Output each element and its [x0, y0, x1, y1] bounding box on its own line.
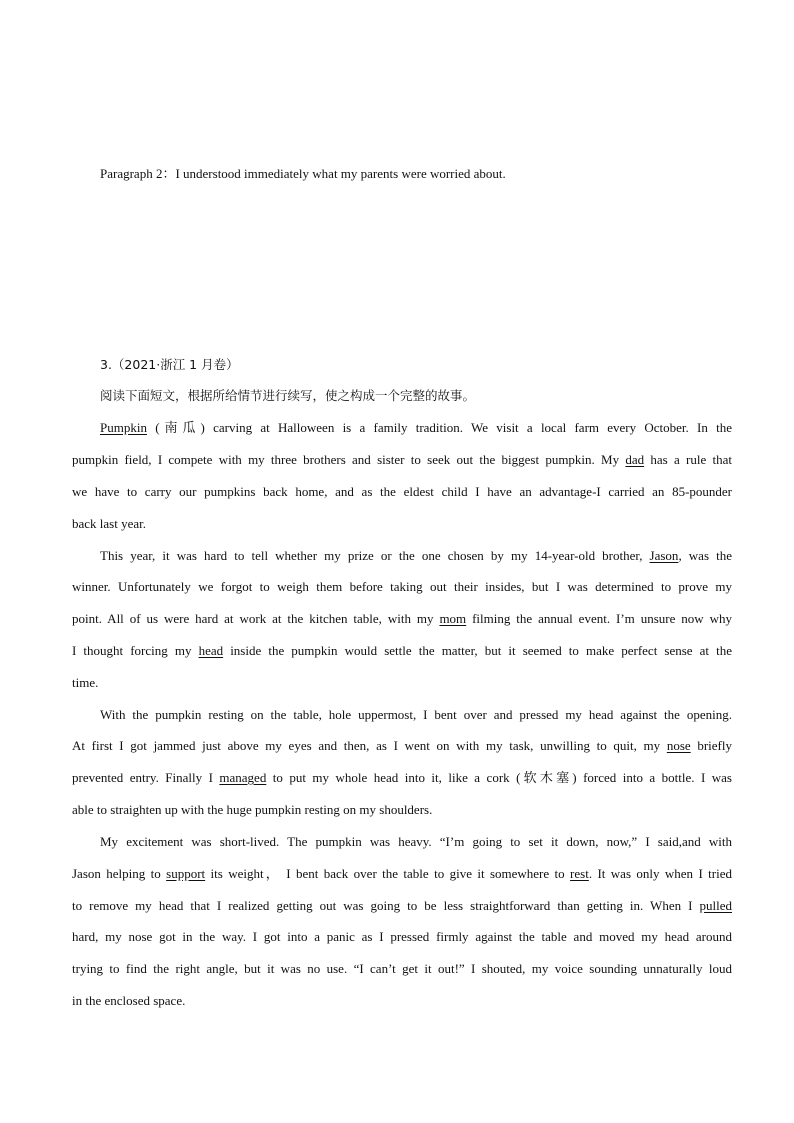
story-text: This year, it was hard to tell whether my prize or the one chosen by my 14-year-old brother,	[100, 548, 650, 563]
paragraph-2-label: Paragraph 2：	[100, 166, 176, 181]
story-p1-line-1	[100, 419, 732, 437]
story-p2-line-3	[72, 610, 732, 628]
story-text: At first I got jammed just above my eyes and then, as I went on with my task, unwilling to quit, my	[72, 738, 667, 753]
vocab-dad: dad	[625, 452, 645, 467]
story-p3-line-3	[72, 769, 732, 787]
vocab-pumpkin: Pumpkin	[100, 420, 147, 435]
story-p2-line-5: time.	[72, 675, 99, 690]
story-text: pumpkin field, I compete with my three brothers and sister to seek out the biggest pumpkin. My	[72, 452, 626, 467]
story-text: . It was only when I tried	[588, 866, 732, 881]
story-text: (南瓜) carving at Halloween is a family tradition. We visit a local farm every October. In the	[146, 420, 732, 435]
vocab-support: support	[166, 866, 206, 881]
story-text: to remove my head that I realized getting out was going to be less straightforward than getting in. When I	[72, 898, 700, 913]
story-p1-line-2	[72, 451, 732, 469]
story-text: briefly	[690, 738, 732, 753]
vocab-head: head	[198, 643, 224, 658]
story-p2-line-4	[72, 642, 732, 660]
story-text: filming the annual event. I’m unsure now why	[466, 611, 732, 626]
story-p1-line-3: we have to carry our pumpkins back home, and as the eldest child I have an advantage-I carried an 85-pounder	[72, 484, 732, 499]
vocab-managed: managed	[219, 770, 267, 785]
vocab-jason: Jason	[649, 548, 679, 563]
story-p3-line-2	[72, 737, 732, 755]
story-text: point. All of us were hard at work at the kitchen table, with my	[72, 611, 440, 626]
question-instruction: 阅读下面短文，根据所给情节进行续写，使之构成一个完整的故事。	[100, 388, 476, 403]
paragraph-2-prompt	[100, 165, 732, 183]
story-text: has a rule that	[644, 452, 732, 467]
vocab-rest: rest	[570, 866, 589, 881]
paragraph-2-text: I understood immediately what my parents were worried about.	[175, 166, 506, 181]
story-p2-line-1	[100, 547, 732, 565]
story-p4-line-1: My excitement was short-lived. The pumpkin was heavy. “I’m going to set it down, now,” I said,and with	[100, 834, 732, 849]
story-p4-line-4: hard, my nose got in the way. I got into a panic as I pressed firmly against the table and moved my head around	[72, 929, 732, 944]
story-text: I thought forcing my	[72, 643, 199, 658]
story-p3-line-1: With the pumpkin resting on the table, hole uppermost, I bent over and pressed my head against the opening.	[100, 707, 732, 722]
story-p3-line-4: able to straighten up with the huge pumpkin resting on my shoulders.	[72, 802, 433, 817]
vocab-pulled: pulled	[699, 898, 732, 913]
vocab-mom: mom	[439, 611, 467, 626]
story-p4-line-6: in the enclosed space.	[72, 993, 186, 1008]
story-p4-line-5: trying to find the right angle, but it was no use. “I can’t get it out!” I shouted, my voice sounding unnaturally loud	[72, 961, 732, 976]
story-text: prevented entry. Finally I	[72, 770, 220, 785]
story-text: inside the pumpkin would settle the matter, but it seemed to make perfect sense at the	[223, 643, 732, 658]
story-p2-line-2: winner. Unfortunately we forgot to weigh them before taking out their insides, but I was determined to prove my	[72, 579, 732, 594]
story-text: its weight， I bent back over the table to give it somewhere to	[205, 866, 571, 881]
story-p1-line-4: back last year.	[72, 516, 146, 531]
vocab-nose: nose	[666, 738, 691, 753]
question-source: 3.（2021·浙江 1 月卷）	[100, 357, 239, 372]
story-text: , was the	[678, 548, 732, 563]
story-text: Jason helping to	[72, 866, 167, 881]
story-text: to put my whole head into it, like a cork (软木塞) forced into a bottle. I was	[266, 770, 732, 785]
story-p4-line-2	[72, 865, 732, 883]
story-p4-line-3	[72, 897, 732, 915]
